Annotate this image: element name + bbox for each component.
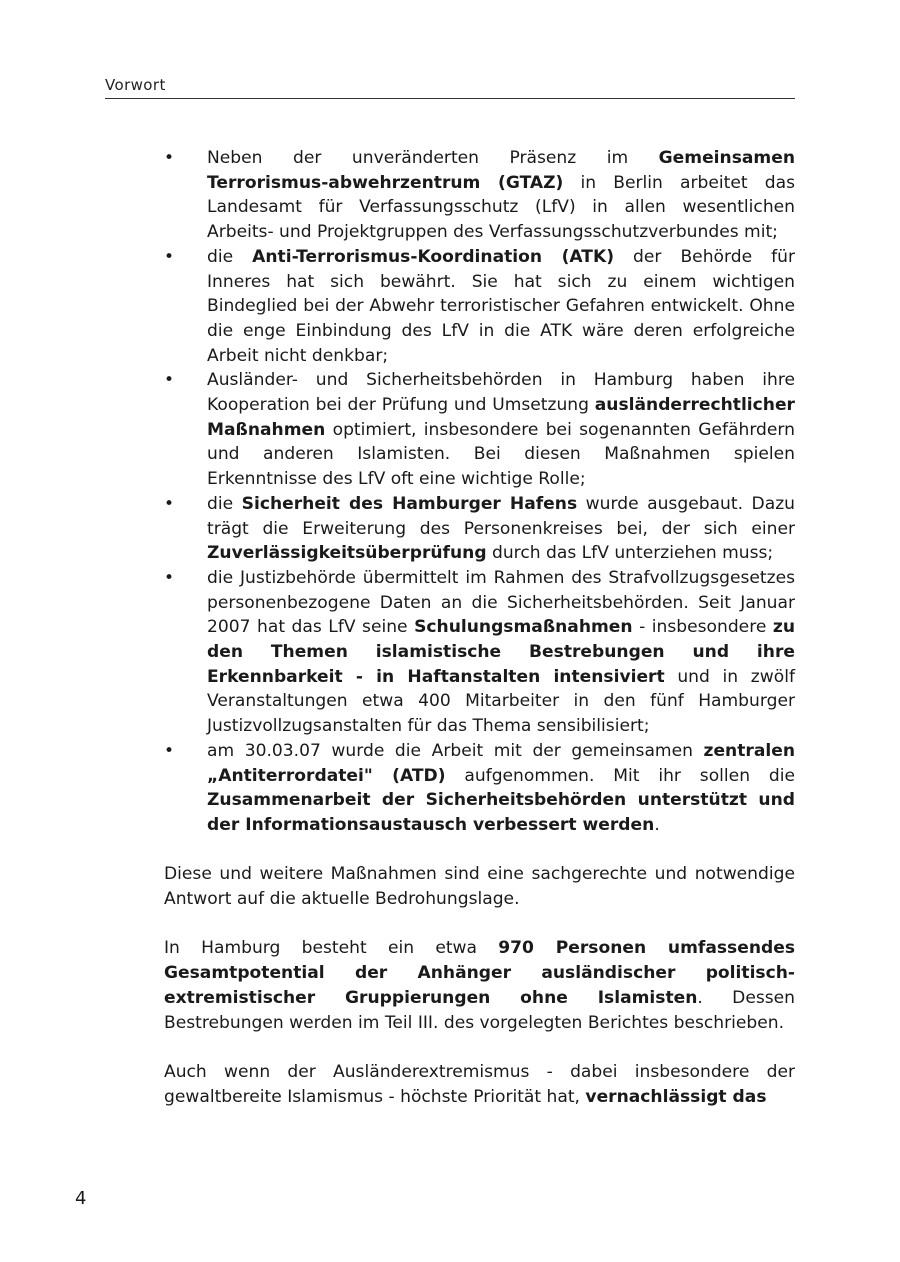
bold-text-run: zentralen „Antiterrordatei" (ATD)	[207, 740, 795, 786]
text-run: durch das LfV unterziehen muss;	[486, 543, 774, 564]
text-run: die	[207, 493, 242, 514]
text-run: aufgenommen. Mit ihr sollen die	[445, 765, 795, 786]
text-run: die	[207, 246, 253, 267]
text-run: am 30.03.07 wurde die Arbeit mit der gemeinsamen	[207, 740, 704, 761]
text-run: der Behörde für Inneres hat sich bewährt. Sie hat sich zu einem wichtigen Bindeglied bei der Abwehr terroristischer Gefahren entwickelt. Ohne die enge Einbindung des LfV in die ATK wäre deren erfolgreiche Arbeit nicht denkbar;	[207, 246, 795, 366]
text-run: .	[654, 814, 660, 835]
text-run: Auch wenn der Ausländerextremismus - dabei insbesondere der gewaltbereite Islamismus - höchste Priorität hat,	[164, 1061, 795, 1107]
bold-text-run: vernachlässigt das	[585, 1086, 767, 1107]
text-run: . Dessen Bestrebungen werden im Teil III. des vorgelegten Berichtes beschrieben.	[164, 987, 795, 1033]
bold-text-run: Zusammenarbeit der Sicherheitsbehörden unterstützt und der Informationsaustausch verbessert werden	[207, 790, 795, 835]
text-run: in Berlin arbeitet das Landesamt für Verfassungsschutz (LfV) in allen wesentlichen Arbeits- und Projektgruppen des Verfassungsschutzverbundes mit;	[207, 172, 795, 243]
spacer	[164, 912, 795, 937]
running-head-title: Vorwort	[105, 76, 166, 94]
text-run: Ausländer- und Sicherheitsbehörden in Hamburg haben ihre Kooperation bei der Prüfung und Umsetzung	[207, 370, 795, 416]
text-run: In Hamburg besteht ein etwa	[164, 938, 499, 959]
bold-text-run: Sicherheit des Hamburger Hafens	[241, 493, 578, 514]
bullet-item	[164, 566, 795, 739]
bold-text-run: zu den Themen islamistische Bestrebungen und ihre Erkennbarkeit - in Haftanstalten intensiviert	[207, 617, 796, 687]
bold-text-run: ausländerrechtlicher Maßnahmen	[207, 395, 795, 440]
text-run: optimiert, insbesondere bei sogenannten Gefährdern und anderen Islamisten. Bei diesen Maßnahmen spielen Erkenntnisse des LfV oft eine wichtige Rolle;	[207, 419, 795, 490]
header-rule	[105, 98, 795, 99]
bullet-item	[164, 245, 795, 369]
paragraph	[164, 936, 795, 1035]
bold-text-run: Schulungsmaßnahmen	[414, 617, 633, 638]
bullet-item	[164, 368, 795, 492]
paragraph	[164, 1060, 795, 1109]
body-text	[164, 146, 795, 1109]
bullet-item	[164, 146, 795, 245]
spacer	[164, 838, 795, 863]
text-run: wurde ausgebaut. Dazu trägt die Erweiterung des Personenkreises bei, der sich einer	[207, 493, 795, 539]
bullet-list	[164, 146, 795, 838]
bold-text-run: 970 Personen umfassendes Gesamtpotential der Anhänger ausländischer politisch-extremistischer Gruppierungen ohne Islamisten	[164, 938, 795, 1008]
bullet-item	[164, 739, 795, 838]
text-run: und in zwölf Veranstaltungen etwa 400 Mitarbeiter in den fünf Hamburger Justizvollzugsanstalten für das Thema sensibilisiert;	[207, 666, 795, 737]
text-run: - insbesondere	[632, 617, 773, 638]
text-run: die Justizbehörde übermittelt im Rahmen des Strafvollzugsgesetzes personenbezogene Daten an die Sicherheitsbehörden. Seit Januar 2007 hat das LfV seine	[207, 567, 795, 638]
text-run: Diese und weitere Maßnahmen sind eine sachgerechte und notwendige Antwort auf die aktuelle Bedrohungslage.	[164, 864, 795, 910]
paragraph	[164, 862, 795, 911]
page-number: 4	[75, 1188, 87, 1209]
text-run: Neben der unveränderten Präsenz im	[207, 148, 659, 168]
bullet-item	[164, 492, 795, 566]
bold-text-run: Gemeinsamen Terrorismus-abwehrzentrum (GTAZ)	[207, 148, 795, 193]
bold-text-run: Anti-Terrorismus-Koordination (ATK)	[252, 246, 615, 267]
bold-text-run: Zuverlässigkeitsüberprüfung	[207, 543, 487, 564]
spacer	[164, 1035, 795, 1060]
